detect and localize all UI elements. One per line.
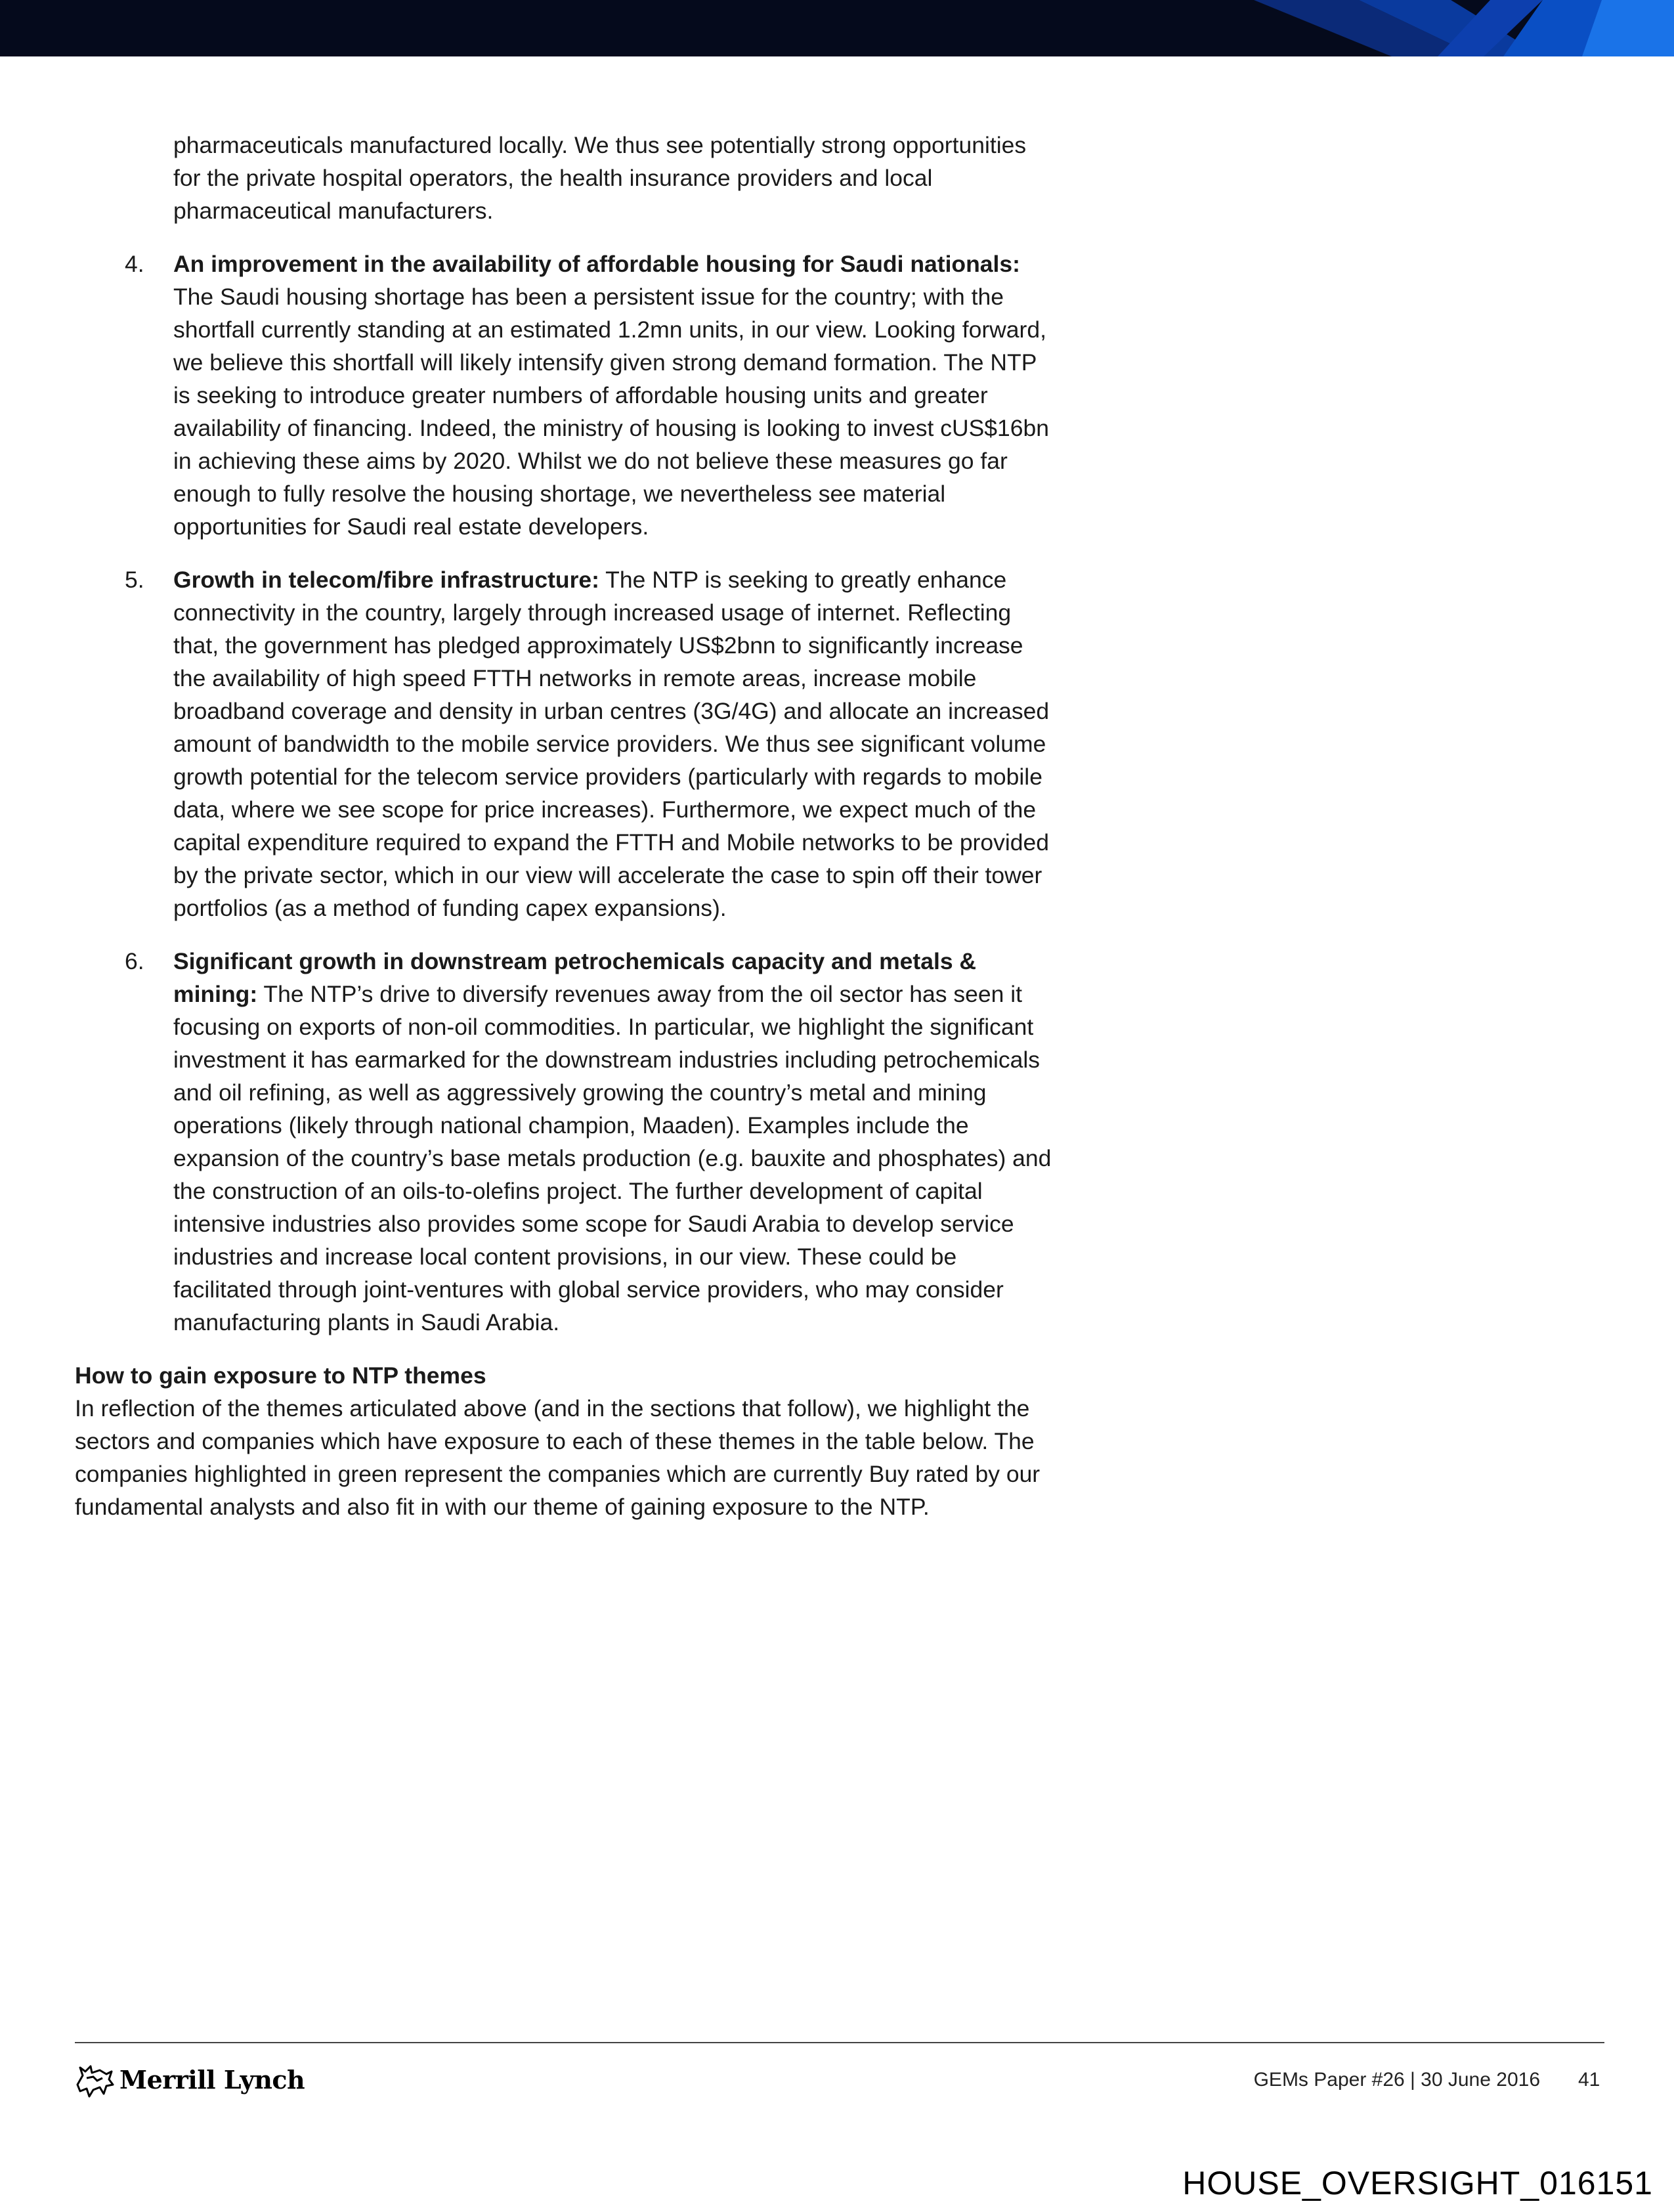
list-item-lead: Growth in telecom/fibre infrastructure: — [173, 567, 599, 593]
list-item — [75, 248, 1053, 543]
top-banner — [0, 0, 1674, 56]
main-content — [75, 129, 1053, 1523]
list-item-lead: Significant growth in downstream petrochemicals capacity and metals & mining: — [173, 948, 977, 1007]
list-item-lead: An improvement in the availability of affordable housing for Saudi nationals: — [173, 251, 1020, 277]
list-item — [75, 945, 1053, 1339]
list-number: 4. — [125, 251, 144, 277]
theme-list — [75, 129, 1053, 1339]
list-number: 6. — [125, 948, 144, 974]
bates-number: HOUSE_OVERSIGHT_016151 — [1182, 2165, 1653, 2201]
page-number: 41 — [1578, 2069, 1600, 2091]
list-item-text: The NTP is seeking to greatly enhance connectivity in the country, largely through increased usage of internet. Reflecting that, the government has pledged approximately US$2bnn to significantly increase the availability of high speed FTTH networks in remote areas, increase mobile broadband coverage and density in urban centres (3G/4G) and allocate an increased amount of bandwidth to the mobile service providers. We thus see significant volume growth potential for the telecom service providers (particularly with regards to mobile data, where we see scope for price increases). Furthermore, we expect much of the capital expenditure required to expand the FTTH and Mobile networks to be provided by the private sector, which in our view will accelerate the case to spin off their tower portfolios (as a method of funding capex expansions). — [173, 567, 1050, 921]
footer-divider — [75, 2042, 1604, 2043]
logo-text: Merrill Lynch — [119, 2064, 305, 2094]
list-item-text: The Saudi housing shortage has been a persistent issue for the country; with the shortfall currently standing at an estimated 1.2mn units, in our view. Looking forward, we believe this shortfall will likely intensify given strong demand formation. The NTP is seeking to introduce greater numbers of affordable housing units and greater availability of financing. Indeed, the ministry of housing is looking to invest cUS$16bn in achieving these aims by 2020. Whilst we do not believe these measures go far enough to fully resolve the housing shortage, we nevertheless see material opportunities for Saudi real estate developers. — [173, 284, 1049, 540]
section-paragraph: In reflection of the themes articulated above (and in the sections that follow), we highlight the sectors and companies which have exposure to each of these themes in the table below. The companies highlighted in green represent the companies which are currently Buy rated by our fundamental analysts and also fit in with our theme of gaining exposure to the NTP. — [75, 1395, 1041, 1520]
footer-reference: GEMs Paper #26 | 30 June 2016 — [1253, 2069, 1540, 2091]
section-heading: How to gain exposure to NTP themes — [75, 1362, 486, 1389]
list-number: 5. — [125, 567, 144, 593]
bull-icon — [74, 2058, 116, 2100]
list-item — [75, 129, 1053, 227]
list-item-text: pharmaceuticals manufactured locally. We thus see potentially strong opportunities for the private hospital operators, the health insurance providers and local pharmaceutical manufacturers. — [173, 132, 1027, 224]
merrill-lynch-logo — [74, 2056, 305, 2102]
list-item — [75, 563, 1053, 924]
list-item-text: The NTP’s drive to diversify revenues away from the oil sector has seen it focusing on exports of non-oil commodities. In particular, we highlight the significant investment it has earmarked for the downstream industries including petrochemicals and oil refining, as well as aggressively growing the country’s metal and mining operations (likely through national champion, Maaden). Examples include the expansion of the country’s base metals production (e.g. bauxite and phosphates) and the construction of an oils-to-olefins project. The further development of capital intensive industries also provides some scope for Saudi Arabia to develop service industries and increase local content provisions, in our view. These could be facilitated through joint-ventures with global service providers, who may consider manufacturing plants in Saudi Arabia. — [173, 981, 1052, 1335]
banner-graphic — [1083, 0, 1674, 56]
